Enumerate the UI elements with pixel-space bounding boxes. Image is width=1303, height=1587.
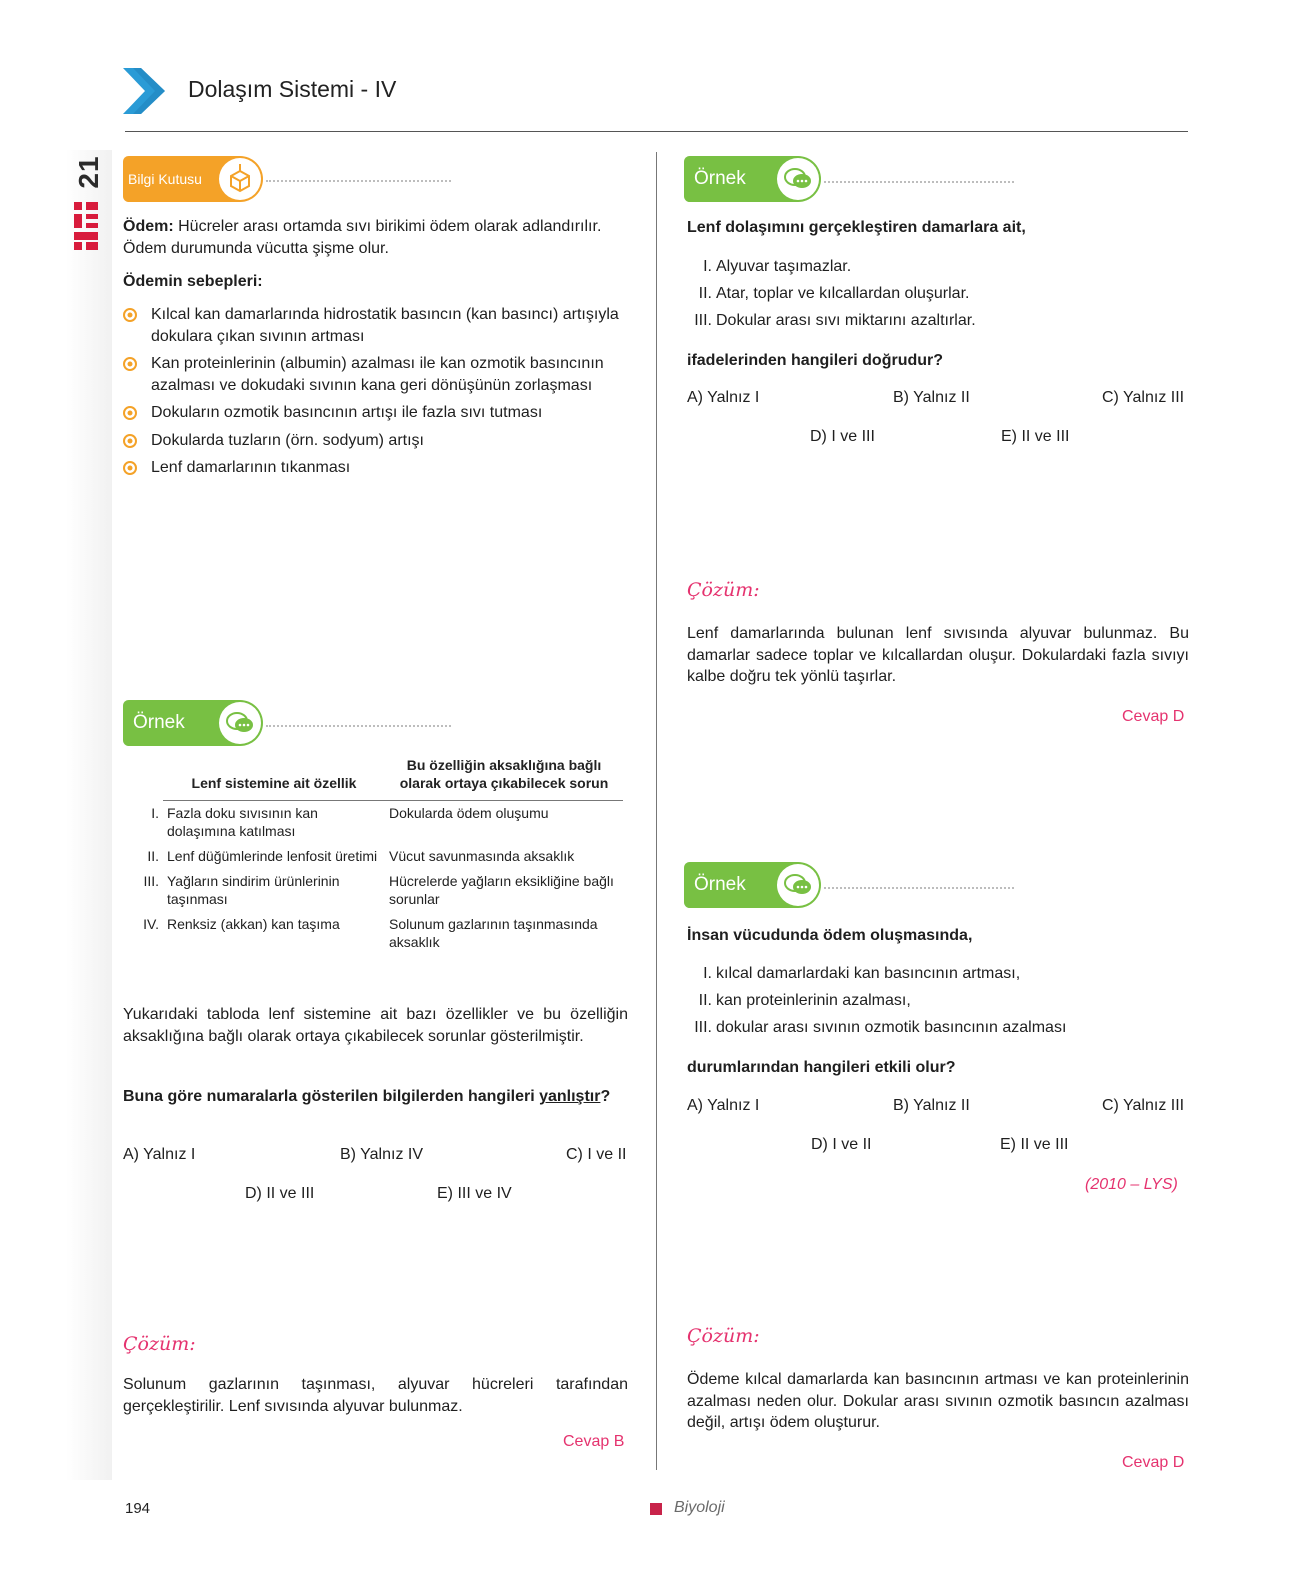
solution-label: Çözüm: [687, 1325, 760, 1347]
answer-text: Cevap D [1122, 708, 1185, 725]
chat-bubble-icon [777, 864, 819, 906]
table-header: Bu özelliğin aksaklığına bağlı olarak ortaya çıkabilecek sorun [385, 756, 623, 801]
chapter-number: 21 [73, 155, 104, 189]
option-b[interactable]: B) Yalnız II [893, 389, 970, 406]
page-title: Dolaşım Sistemi - IV [188, 76, 397, 102]
solution-label: Çözüm: [123, 1333, 196, 1355]
dotted-line [824, 181, 1014, 183]
solution-text: Lenf damarlarında bulunan lenf sıvısında alyuvar bulunmaz. Bu damarlar sadece toplar ve kılcallardan oluşur. Dokulardaki fazla sıvıyı kalbe doğru tek yönlü taşırlar. [687, 625, 1189, 685]
dotted-line [266, 180, 451, 182]
gear-bullet-icon [123, 434, 137, 448]
option-c[interactable]: C) Yalnız III [1102, 1097, 1185, 1114]
solution-label: Çözüm: [687, 579, 760, 601]
option-d[interactable]: D) I ve II [811, 1136, 872, 1153]
statement-list [682, 963, 1182, 1044]
solution-text: Solunum gazlarının taşınması, alyuvar hücreleri tarafından gerçekleştirilir. Lenf sıvısında alyuvar bulunmaz. [123, 1376, 628, 1415]
option-a[interactable]: A) Yalnız I [687, 389, 760, 406]
edema-causes-title: Ödemin sebepleri: [123, 273, 263, 290]
statement-list [682, 256, 1182, 337]
list-item: Kılcal kan damarlarında hidrostatik basıncın (kan basıncı) artışıyla dokulara çıkan sıvının artması [123, 304, 628, 347]
info-box-badge: Bilgi Kutusu [123, 156, 263, 202]
gear-bullet-icon [123, 308, 137, 322]
question-text: ifadelerinden hangileri doğrudur? [687, 352, 944, 369]
gear-bullet-icon [123, 406, 137, 420]
column-divider [656, 152, 657, 1470]
option-d[interactable]: D) I ve III [810, 428, 875, 445]
table-row: II. Lenf düğümlerinde lenfosit üretimi Vücut savunmasında aksaklık [147, 848, 575, 864]
list-item: Dokularda tuzların (örn. sodyum) artışı [123, 430, 628, 452]
footer-square-icon [650, 1503, 662, 1515]
header-divider [125, 131, 1188, 132]
gear-bullet-icon [123, 461, 137, 475]
option-c[interactable]: C) Yalnız III [1102, 389, 1185, 406]
question-stem: Lenf dolaşımını gerçekleştiren damarlara ait, [687, 219, 1026, 236]
list-item: Lenf damarlarının tıkanması [123, 457, 628, 479]
example-badge: Örnek [684, 862, 821, 908]
list-item: II. Atar, toplar ve kılcallardan oluşurlar. [698, 285, 970, 302]
example-badge: Örnek [123, 700, 263, 746]
chat-bubble-icon [219, 702, 261, 744]
dotted-line [266, 725, 451, 727]
page-number: 194 [125, 1500, 151, 1517]
table-row: I. Fazla doku sıvısının kan dolaşımına katılması Dokularda ödem oluşumu [151, 804, 549, 839]
question-text: durumlarından hangileri etkili olur? [687, 1059, 956, 1076]
solution-text: Ödeme kılcal damarlarda kan basıncının artması ve kan proteinlerinin azalması neden olur. Dokular arası sıvının ozmotik basıncın azalması değil, artışı ödem oluşturur. [687, 1371, 1189, 1431]
option-a[interactable]: A) Yalnız I [123, 1146, 196, 1163]
table-description: Yukarıdaki tabloda lenf sistemine ait bazı özellikler ve bu özelliğin aksaklığına bağlı olarak ortaya çıkabilecek sorunlar gösterilmiştir. [123, 1006, 628, 1045]
list-item: III. Dokular arası sıvı miktarını azaltırlar. [694, 312, 976, 329]
option-e[interactable]: E) II ve III [1000, 1136, 1069, 1153]
option-a[interactable]: A) Yalnız I [687, 1097, 760, 1114]
question-stem: İnsan vücudunda ödem oluşmasında, [687, 927, 973, 944]
list-item: Dokuların ozmotik basıncının artışı ile fazla sıvı tutması [123, 402, 628, 424]
list-item: I. kılcal damarlardaki kan basıncının artması, [703, 965, 1021, 982]
question-source: (2010 – LYS) [1085, 1176, 1178, 1193]
example-badge: Örnek [684, 156, 821, 202]
option-b[interactable]: B) Yalnız II [893, 1097, 970, 1114]
edema-definition: Ödem: Hücreler arası ortamda sıvı birikimi ödem olarak adlandırılır. Ödem durumunda vücutta şişme olur. [123, 218, 602, 257]
option-d[interactable]: D) II ve III [245, 1185, 315, 1202]
option-e[interactable]: E) II ve III [1001, 428, 1070, 445]
chat-bubble-icon [777, 158, 819, 200]
table-row: III. Yağların sindirim ürünlerinin taşınması Hücrelerde yağların eksikliğine bağlı sorunlar [143, 873, 614, 907]
option-b[interactable]: B) Yalnız IV [340, 1146, 423, 1163]
list-item: III. dokular arası sıvının ozmotik basıncının azalması [694, 1019, 1067, 1036]
lymph-table [133, 756, 623, 955]
table-header: Lenf sistemine ait özellik [163, 756, 385, 801]
list-item: II. kan proteinlerinin azalması, [698, 992, 911, 1009]
table-row: IV. Renksiz (akkan) kan taşıma Solunum gazlarının taşınmasında aksaklık [143, 916, 598, 950]
list-item: Kan proteinlerinin (albumin) azalması ile kan ozmotik basıncının azalması ve dokudaki sıvının kana geri dönüşünün zorlaşması [123, 353, 628, 396]
gear-bullet-icon [123, 357, 137, 371]
footer-subject: Biyoloji [674, 1499, 725, 1516]
chevron-right-icon [123, 68, 165, 114]
side-strip [66, 150, 112, 1480]
chapter-logo-icon [72, 202, 102, 250]
list-item: I. Alyuvar taşımazlar. [703, 258, 852, 275]
question-text: Buna göre numaralarla gösterilen bilgilerden hangileri yanlıştır? [123, 1088, 611, 1105]
edema-causes-list [123, 304, 628, 485]
box-icon [219, 158, 261, 200]
option-c[interactable]: C) I ve II [566, 1146, 627, 1163]
option-e[interactable]: E) III ve IV [437, 1185, 512, 1202]
answer-text: Cevap D [1122, 1454, 1185, 1471]
answer-text: Cevap B [563, 1433, 625, 1450]
dotted-line [824, 887, 1014, 889]
